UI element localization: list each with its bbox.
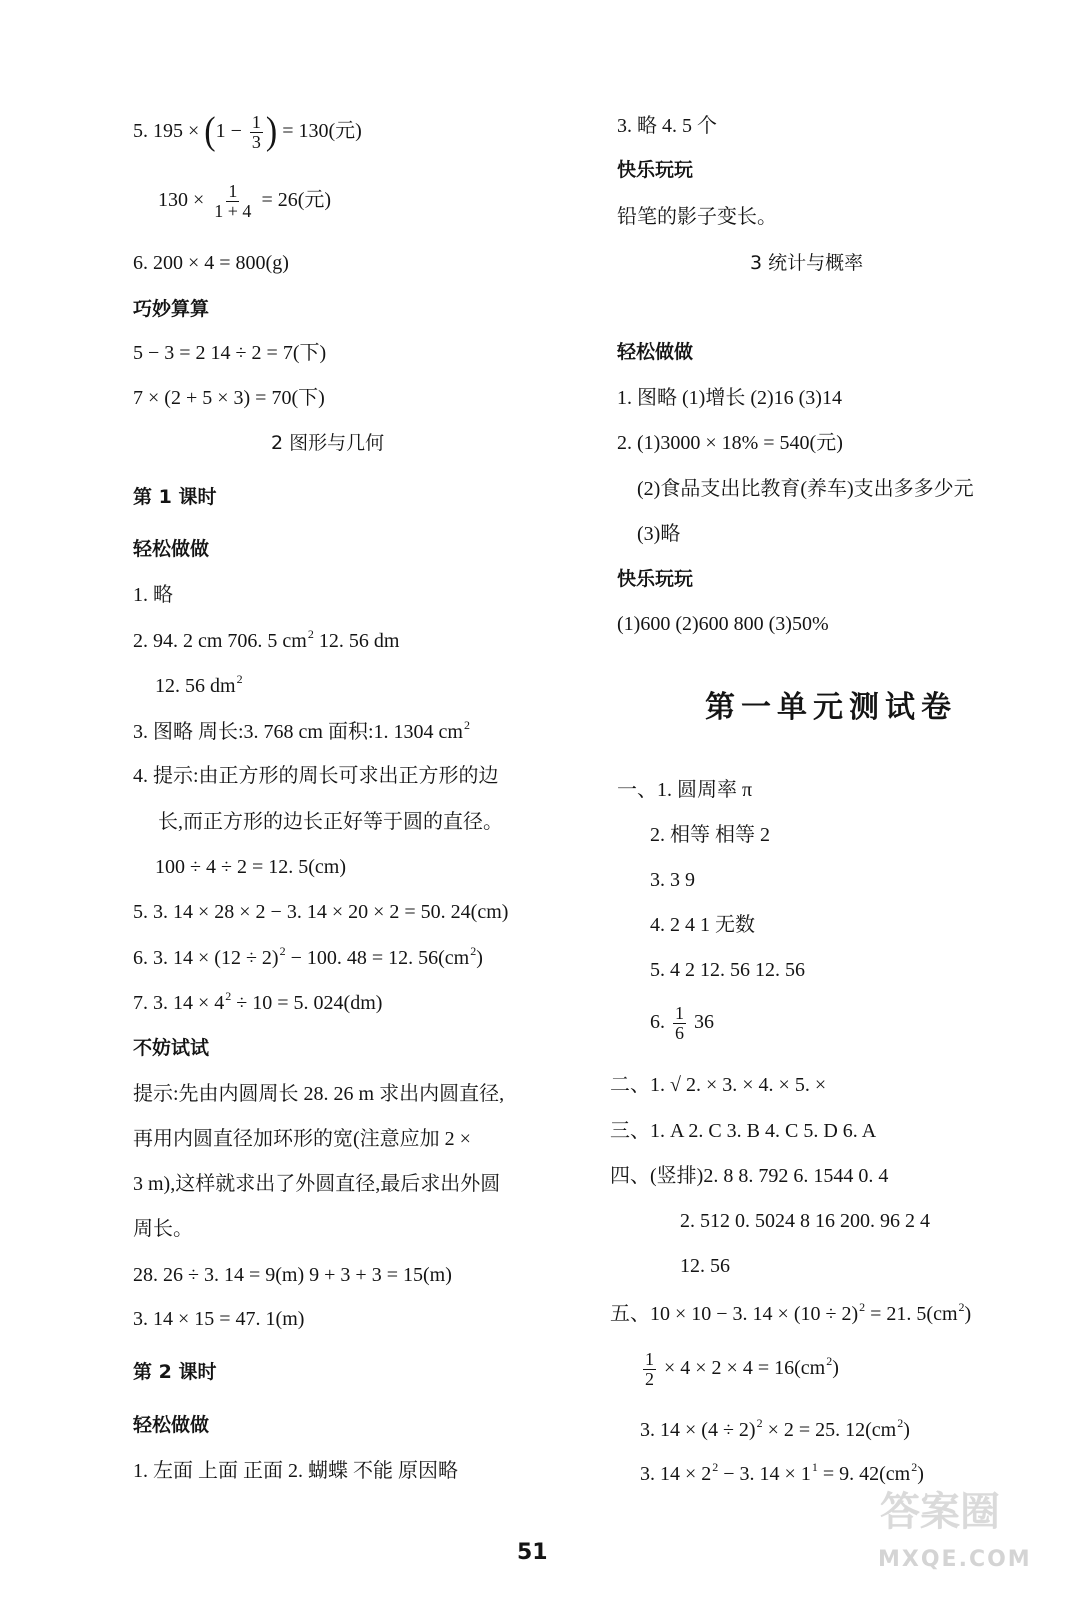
- answer-4-line-3: 100 ÷ 4 ÷ 2 = 12. 5(cm): [155, 856, 346, 878]
- test-part-2: 二、1. √ 2. × 3. × 4. × 5. ×: [610, 1074, 827, 1096]
- answer-2-line-1: 2. 94. 2 cm 706. 5 $cm^2$ 12. 56 dm: [133, 627, 400, 652]
- unit-3-title: 3 统计与概率: [750, 252, 864, 274]
- answer-1: 1. 略: [133, 584, 173, 606]
- right-answer-3: 3. 略 4. 5 个: [617, 115, 717, 137]
- answer-4-line-1: 4. 提示:由正方形的周长可求出正方形的边: [133, 765, 499, 787]
- answer-3: 3. 图略 周长:3. 768 cm 面积:1. 1304 $cm^2$: [133, 718, 470, 743]
- section-heading-kuaile-1: 快乐玩玩: [617, 159, 694, 181]
- test-part-1-line-2: 2. 相等 相等 2: [650, 824, 770, 846]
- tip-line-4: 周长。: [133, 1218, 193, 1240]
- stat-answer-2-line-3: (3)略: [637, 523, 681, 545]
- answer-4-line-2: 长,而正方形的边长正好等于圆的直径。: [158, 811, 503, 833]
- play-answer: (1)600 (2)600 800 (3)50%: [617, 613, 829, 635]
- section-heading-easy-1: 轻松做做: [133, 538, 210, 560]
- fraction: $\frac{1}{6}$: [675, 1003, 684, 1043]
- q6-line: 6. 200 × 4 = 800(g): [133, 252, 289, 274]
- shadow-answer: 铅笔的影子变长。: [617, 206, 777, 228]
- q5-line-1: 5. 195 × (1 − $\frac{1}{3}$ ) = 130(元): [133, 110, 362, 153]
- unit-test-title: 第一单元测试卷: [705, 690, 957, 725]
- test-part-4-line-3: 12. 56: [680, 1255, 730, 1277]
- tip-calc-2: 3. 14 × 15 = 47. 1(m): [133, 1308, 305, 1330]
- q5-line-2: 130 × $\frac{1}{1 + 4}$ = 26(元): [158, 181, 332, 221]
- answer-2-line-2: 12. 56 $dm^2$: [155, 672, 243, 697]
- tip-line-3: 3 m),这样就求出了外圆直径,最后求出外圆: [133, 1173, 501, 1195]
- test-part-1-line-5: 5. 4 2 12. 56 12. 56: [650, 959, 805, 981]
- tip-calc-1: 28. 26 ÷ 3. 14 = 9(m) 9 + 3 + 3 = 15(m): [133, 1264, 452, 1286]
- test-part-5-line-2: $\frac{1}{2}$ × $4 \times 2 \times 4 = 16(cm^2)$: [645, 1349, 839, 1389]
- lesson-2-heading: 第 2 课时: [133, 1361, 217, 1383]
- tip-line-2: 再用内圆直径加环形的宽(注意应加 2 ×: [133, 1128, 471, 1150]
- tip-line-1: 提示:先由内圆周长 28. 26 m 求出内圆直径,: [133, 1083, 505, 1105]
- unit-2-title: 2 图形与几何: [271, 432, 385, 454]
- watermark-url: MXQE.COM: [878, 1547, 1032, 1572]
- answer-b1: 1. 左面 上面 正面 2. 蝴蝶 不能 原因略: [133, 1460, 458, 1482]
- answer-7: 7. 3. $14 \times 4^2 \div 10 = 5$. 024(dm): [133, 989, 383, 1014]
- test-part-1-line-3: 3. 3 9: [650, 869, 695, 891]
- section-heading-qiaomiao: 巧妙算算: [133, 298, 210, 320]
- test-part-5-line-3: 3. $14 \times (4 \div 2)^2 \times 2 = 25$. $12(cm^2)$: [640, 1416, 910, 1441]
- fraction: $\frac{1}{3}$: [251, 112, 261, 152]
- fraction: $\frac{1}{1 + 4}$: [214, 181, 252, 221]
- calc-line-1: 5 − 3 = 2 14 ÷ 2 = 7(下): [133, 342, 327, 364]
- test-part-3: 三、1. A 2. C 3. B 4. C 5. D 6. A: [610, 1120, 877, 1142]
- page-number: 51: [517, 1540, 548, 1565]
- test-part-4-line-2: 2. 512 0. 5024 8 16 200. 96 2 4: [680, 1210, 930, 1232]
- stat-answer-1: 1. 图略 (1)增长 (2)16 (3)14: [617, 387, 842, 409]
- stat-answer-2-line-2: (2)食品支出比教育(养车)支出多多少元: [637, 478, 974, 500]
- test-part-1-line-4: 4. 2 4 1 无数: [650, 914, 755, 936]
- section-heading-easy-2: 轻松做做: [133, 1414, 210, 1436]
- answer-5: 5. 3. 14 × 28 × 2 − 3. 14 × 20 × 2 = 50. 24(cm): [133, 901, 509, 923]
- lesson-1-heading: 第 1 课时: [133, 486, 217, 508]
- section-heading-easy-3: 轻松做做: [617, 341, 694, 363]
- test-part-1-line-6: 6. $\frac{1}{6}$ 36: [650, 1003, 714, 1043]
- stat-answer-2-line-1: 2. (1)3000 × 18% = 540(元): [617, 432, 843, 454]
- section-heading-kuaile-2: 快乐玩玩: [617, 568, 694, 590]
- fraction: $\frac{1}{2}$: [645, 1349, 654, 1389]
- test-part-5-line-4: 3. $14 \times 2^2 - 3$. $14 \times 1^1 = 9$. $42(cm^2)$: [640, 1460, 924, 1485]
- answer-6: 6. 3. $14 \times (12 \div 2)^2 - 100$. 48 = 12. $56(cm^2)$: [133, 944, 483, 969]
- test-part-1-line-1: 一、1. 圆周率 π: [617, 779, 753, 801]
- watermark-logo: 答案圈: [880, 1489, 1000, 1535]
- section-heading-bufang: 不妨试试: [133, 1037, 210, 1059]
- test-part-5-line-1: 五、10 × 10 − 3. $14 \times (10 \div 2)^2 = 21$. $5(cm^2)$: [610, 1300, 972, 1325]
- test-part-4-line-1: 四、(竖排)2. 8 8. 792 6. 1544 0. 4: [610, 1165, 889, 1187]
- calc-line-2: 7 × (2 + 5 × 3) = 70(下): [133, 387, 325, 409]
